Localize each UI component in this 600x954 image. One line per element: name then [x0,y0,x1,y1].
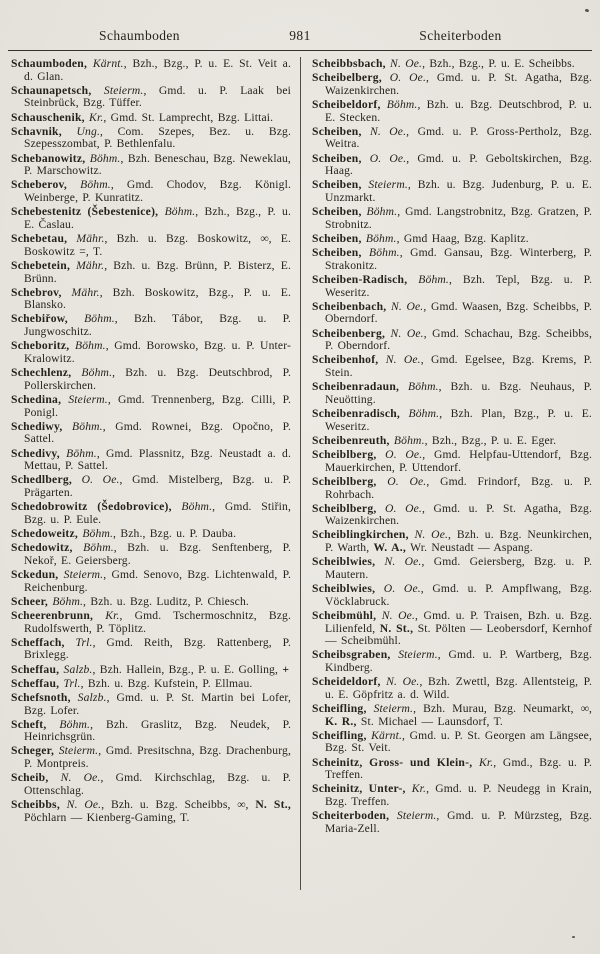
entry-headword: Schebrov, [11,285,62,299]
entry-region: Böhm. [407,273,449,286]
post-horn-icon: ∞ [260,232,269,246]
entry-region: Böhm. [171,500,213,514]
entry-text: , Bzh. Tepl, Bzg. u. P. Weseritz. [325,273,592,299]
entry-headword: Scheger, [11,744,55,758]
entry-text: , Bzh. u. Bzg. Judenburg, P. u. E. Unzmarkt. [325,178,592,205]
entry-headword: Scheiblwies, [312,582,376,596]
running-title-left: Schaumboden [99,28,180,43]
entry-region: O. Oe. [375,582,421,596]
directory-entry [11,179,291,204]
entry-text: , Gmd. Chodov, Bzg. Königl. Weinberge, P. Kunratitz. [24,178,291,205]
entry-text: , Bzh. Zwettl, Bzg. Allentsteig, P. u. E. Göpfritz a. d. Wild. [325,675,593,701]
directory-entry [312,72,592,97]
entry-text: , Gmd. u. P. St. Agatha, Bzg. Waizenkirchen. [325,501,593,528]
entry-region: Kärnt. [87,57,124,70]
entry-region: N. Oe. [386,299,424,313]
entry-text: , Bzh. u. Bzg. Senftenberg, P. Nekoř, E. Geiersberg. [24,541,291,567]
entry-text: , Bzh. u. Bzg. Deutschbrod, P. Pollerskirchen. [24,366,291,392]
entry-text: , Bzh. u. Bzg. Deutschbrod, P. u. E. Stecken. [325,97,592,124]
entry-headword: Scheibeldorf, [312,97,381,111]
directory-entry [312,810,592,835]
entry-headword: Scheinitz, Unter-, [312,782,406,796]
entry-region: Böhm. [59,446,97,460]
entry-headword: Scheibbs, [11,798,60,812]
entry-headword: Scheideldorf, [312,675,381,689]
entry-text: , Gmd. u. P. Mürzsteg, Bzg. Maria-Zell. [325,809,592,835]
entry-text: , Bzh. Graslitz, Bzg. Neudek, P. Heinrichsgrün. [24,717,292,744]
entry-text: , Bzh. Plan, Bzg., P. u. E. Weseritz. [325,407,592,433]
entry-headword: Scheifling, [312,702,367,715]
entry-headword: Scheiben, [312,246,362,260]
entry-headword: Scheibenreuth, [312,433,390,447]
entry-region: N. Oe. [408,528,449,542]
entry-text: , Gmd. u. P. Neudegg in Krain, Bzg. Treffen. [325,782,592,809]
directory-entry [312,556,592,581]
entry-text: , Gmd. Kirchschlag, Bzg. u. P. Ottenschlag. [24,771,291,797]
entry-text: , Bzh. u. Bzg. Boskowitz, [104,232,261,246]
directory-entry [312,435,592,448]
entry-region: Salzb. [70,690,107,704]
directory-entry [312,476,592,501]
entry-headword: Scheffau, [11,676,60,690]
entry-headword: Scheibmühl, [312,608,377,622]
entry-region: O. Oe. [72,473,120,487]
entry-headword: Scheiblberg, [312,501,377,515]
entry-text: , Gmd. Egelsee, Bzg. Krems, P. Stein. [325,353,593,380]
entry-region: Böhm. [46,717,91,731]
entry-region: Trl. [64,635,93,649]
entry-region: Steierm. [389,809,437,823]
entry-text: , Bzh., Bzg. u. P. Dauba. [113,526,237,540]
entry-headword: Schediwy, [11,419,63,433]
entry-text: , Bzh. u. Bzg. Neunkirchen, P. Warth, [325,528,592,555]
entry-headword: Schedina, [11,392,62,406]
entry-text: , Gmd. Geiersberg, Bzg. u. P. Mautern. [325,555,592,581]
entry-region: Steierm. [61,392,108,406]
directory-entry [11,569,291,594]
entry-headword: Schechlenz, [11,366,72,380]
directory-entry [11,745,291,770]
entry-headword: Schefsnoth, [11,690,71,704]
entry-region: O. Oe. [376,501,422,515]
directory-column-right [301,58,592,837]
entry-text: , [588,702,593,715]
entry-headword: Scheifling, [312,728,367,742]
directory-column-left [11,58,301,837]
directory-entry [312,179,592,204]
entry-region: Böhm. [67,178,111,192]
entry-text: , Gmd. u. P. Geboltskirchen, Bzg. Haag. [325,151,592,178]
entry-region: Trl. [59,676,81,690]
entry-region: Böhm. [67,312,115,326]
entry-text: , Gmd. Reith, Bzg. Rattenberg, P. Brixlegg. [24,635,291,662]
entry-text: , Bzh. Hallein, Bzg., P. u. E. Golling, [92,662,283,676]
entry-headword: Scheinitz, Gross- und Klein-, [312,755,473,769]
entry-headword: N. St., [379,621,414,635]
directory-entry [11,126,291,151]
entry-headword: Scheibenradisch, [312,407,401,421]
entry-text: , Gmd. Schachau, Bzg. Scheibbs, P. Oberndorf. [325,326,593,353]
entry-region: N. Oe. [48,771,101,785]
entry-text: , Gmd. Stiřin, Bzg. u. P. Eule. [24,500,291,526]
entry-text: , Bzh. u. Bzg. Scheibbs, [101,798,238,812]
entry-headword: K. R., [325,714,357,728]
entry-headword: Scheibelberg, [312,71,382,85]
entry-text: , Gmd. u. P. St. Martin bei Lofer, Bzg. Lofer. [24,690,292,717]
post-horn-icon: ∞ [580,702,589,715]
running-title-right: Scheiterboden [419,28,502,43]
entry-region: Böhm. [399,380,439,394]
entry-headword: Scheibenhof, [312,353,379,367]
directory-entry [11,58,291,83]
scan-speck [572,936,575,938]
entry-region: Steierm. [54,744,99,758]
directory-entry [312,676,592,701]
directory-entry [11,85,291,110]
directory-entry [312,354,592,379]
entry-headword: Scheib, [11,771,49,785]
entry-headword: Scheibbsbach, [312,57,386,70]
entry-region: N. Oe. [385,57,423,70]
entry-headword: Scheffau, [11,662,60,676]
entry-text: , Bzh., Bzg., P. u. E. Časlau. [24,205,291,231]
entry-text: , Bzh., Bzg., P. u. E. Scheibbs. [422,57,575,70]
entry-region: Steierm. [91,83,144,97]
entry-text: , Gmd. u. P. Ampflwang, Bzg. Vöcklabruck. [325,582,592,608]
entry-region: Steierm. [390,648,438,662]
cross-icon: + [282,662,289,676]
entry-text: , Bzh., Bzg., P. u. E. St. Veit a. d. Glan. [24,57,291,83]
entry-headword: Schebanowitz, [11,151,86,165]
entry-text: , Bzh. u. Bzg. Luditz, P. Chiesch. [83,594,249,608]
entry-region: Mähr. [61,285,100,299]
directory-entry [312,153,592,178]
entry-headword: Schaunapetsch, [11,83,92,97]
entry-text: Wr. Neustadt — Aspang. [406,541,533,555]
entry-headword: Schebestenitz (Šebestenice), [11,205,159,219]
directory-entry [312,649,592,674]
entry-text: , Com. Szepes, Bez. u. Bzg. Szepesszombat, P. Bethlenfalu. [24,124,292,151]
entry-text: , Gmd. Rownei, Bzg. Opočno, P. Sattel. [24,419,291,446]
entry-headword: Schavnik, [11,124,62,138]
directory-entry [11,528,291,541]
directory-entry [312,529,592,554]
directory-entry [312,99,592,124]
entry-region: Böhm. [72,541,114,555]
entry-headword: Schauschenik, [11,110,85,124]
entry-region: Steierm. [58,567,104,581]
entry-headword: Schedowitz, [11,541,73,555]
entry-region: O. Oe. [376,474,427,488]
entry-text: , Gmd. Helpfau-Uttendorf, Bzg. Mauerkirchen, P. Uttendorf. [325,448,593,474]
entry-region: Kr. [405,782,427,796]
post-horn-icon: ∞ [237,798,246,812]
entry-region: O. Oe. [376,448,423,462]
entry-text: , Gmd. Mistelberg, Bzg. u. P. Prägarten. [24,473,292,499]
entry-text: , E. Boskowitz =, T. [24,232,292,258]
entry-text: St. Pölten — Leobersdorf, Kernhof — Scheibmühl. [325,621,592,648]
entry-headword: Scheft, [11,717,47,731]
entry-region: Böhm. [71,366,113,380]
entry-headword: Scheibenberg, [312,326,386,340]
entry-region: Mähr. [70,258,105,272]
entry-region: Kr. [93,608,120,622]
entry-region: Steierm. [366,702,414,715]
entry-region: N. Oe. [385,326,424,340]
entry-region: N. Oe. [376,608,416,622]
entry-headword: Scheiben, [312,205,362,219]
directory-entry [11,799,291,824]
directory-entry [312,757,592,782]
entry-text: , Gmd. u. P. Traisen, Bzh. u. Bzg. Lilienfeld, [325,608,593,635]
entry-text: , Bzh. Boskowitz, Bzg., P. u. E. Blansko. [24,285,291,312]
entry-region: Steierm. [361,178,408,192]
entry-region: Kärnt. [366,728,403,742]
entry-region: Böhm. [62,419,103,433]
entry-headword: Scheiblingkirchen, [312,528,409,542]
entry-headword: Scheffach, [11,635,65,649]
entry-region: Böhm. [361,232,397,246]
entry-headword: Scheiben, [312,178,362,192]
entry-text: , Gmd. Gansau, Bzg. Winterberg, P. Strakonitz. [325,246,592,272]
directory-entry [312,730,592,755]
entry-headword: Scheiblwies, [312,555,376,569]
directory-entry [312,449,592,474]
entry-headword: Schaumboden, [11,57,88,70]
entry-region: Böhm. [361,205,398,219]
directory-entry [312,610,592,648]
directory-entry [312,301,592,326]
directory-entry [312,247,592,272]
entry-headword: Schedlberg, [11,473,73,487]
directory-entry [312,583,592,608]
directory-entry [312,503,592,528]
directory-entry [11,664,291,677]
entry-region: N. Oe. [375,555,422,569]
entry-region: Ung. [61,124,100,138]
entry-text: , Bzh. u. Bzg. Neuhaus, P. Neuötting. [325,380,592,406]
directory-entry [11,112,291,125]
entry-headword: Schedobrowitz (Šedobrovice), [11,500,172,514]
entry-headword: Sckedun, [11,567,59,581]
entry-text: , Bzh. u. Bzg. Kufstein, P. Ellmau. [80,676,253,690]
entry-region: Böhm. [158,205,196,219]
entry-headword: Schebetau, [11,232,68,246]
entry-region: N. Oe. [378,353,421,367]
directory-entry [11,448,291,473]
directory-entry [312,233,592,246]
entry-headword: Scheiblberg, [312,474,377,488]
directory-entry [11,610,291,635]
directory-entry [11,287,291,312]
directory-entry [11,719,291,744]
entry-region: N. Oe. [361,124,407,138]
directory-entry [312,381,592,406]
directory-entry [11,340,291,365]
directory-entry [11,153,291,178]
entry-text: , Gmd. Senovo, Bzg. Lichtenwald, P. Reichenburg. [24,567,291,594]
entry-text: , Gmd. Borowsko, Bzg. u. P. Unter-Kralowitz. [24,339,291,365]
entry-region: Mähr. [67,232,105,246]
entry-region: Kr. [472,755,494,769]
entry-headword: Scheboritz, [11,339,70,353]
entry-region: Böhm. [389,433,425,447]
entry-headword: Scheiben-Radisch, [312,273,408,286]
entry-text: , Bzh. Tábor, Bzg. u. P. Jungwoschitz. [24,312,291,339]
entry-text: , Gmd. u. P. Gross-Pertholz, Bzg. Weitra. [325,124,592,151]
entry-text: , Bzh., Bzg., P. u. E. Eger. [424,433,557,447]
entry-region: O. Oe. [381,71,427,85]
entry-text: , Gmd., Bzg. u. P. Treffen. [325,755,592,782]
directory-entry [11,313,291,338]
entry-region: Böhm. [69,339,106,353]
directory-entry [11,233,291,258]
entry-headword: Scheiben, [312,151,362,165]
entry-headword: W. A., [373,541,407,555]
directory-entry [312,274,592,299]
entry-text: , [245,798,256,812]
entry-headword: Scheibsgraben, [312,648,391,662]
directory-entry [312,58,592,71]
directory-entry [11,421,291,446]
entry-text: , Gmd. St. Lamprecht, Bzg. Littai. [103,110,274,124]
page-number: 981 [289,28,311,43]
directory-entry [312,126,592,151]
entry-headword: N. St., [255,798,292,812]
entry-headword: Scheiben, [312,124,362,138]
directory-entry [11,542,291,567]
entry-text: , Gmd. u. P. St. Georgen am Längsee, Bzg. St. Veit. [325,728,592,755]
directory-entry [11,596,291,609]
entry-text: , Gmd. Trennenberg, Bzg. Cilli, P. Ponigl. [24,392,291,419]
entry-headword: Scheer, [11,594,49,608]
entry-region: N. Oe. [59,798,102,812]
entry-text: , Gmd. u. P. Wartberg, Bzg. Kindberg. [325,648,592,675]
entry-region: Böhm. [361,246,400,260]
directory-entry [11,678,291,691]
entry-text: , Gmd. u. P. Laak bei Steinbrück, Bzg. Tüffer. [24,83,292,110]
directory-entry [11,394,291,419]
directory-entry [11,637,291,662]
entry-text: , Gmd. Tschermoschnitz, Bzg. Rudolfswerth, P. Töplitz. [24,608,291,635]
directory-entry [11,692,291,717]
directory-entry [11,501,291,526]
entry-headword: Schedoweitz, [11,526,79,540]
entry-region: Salzb. [59,662,93,676]
entry-text: St. Michael — Launsdorf, T. [356,714,503,728]
directory-entry [11,260,291,285]
column-divider-rule [300,57,301,890]
entry-headword: Schebiřow, [11,312,68,326]
entry-text: , Gmd. Waasen, Bzg. Scheibbs, P. Oberndorf. [325,299,593,326]
entry-region: Böhm. [85,151,121,165]
directory-entry [312,408,592,433]
entry-text: , Gmd. Plassnitz, Bzg. Neustadt a. d. Mettau, P. Sattel. [24,446,291,473]
entry-headword: Schebetein, [11,258,71,272]
entry-text: , Bzh. Beneschau, Bzg. Neweklau, P. Marschowitz. [24,151,291,178]
entry-headword: Scheiben, [312,232,362,246]
entry-text: , Gmd. u. P. St. Agatha, Bzg. Waizenkirchen. [325,71,593,97]
entry-headword: Scheberov, [11,178,68,192]
entry-headword: Scheiblberg, [312,448,377,462]
entry-text: Pöchlarn — Kienberg-Gaming, T. [24,810,190,824]
entry-text: , Gmd. Langstrobnitz, Bzg. Gratzen, P. Strobnitz. [325,205,592,231]
entry-region: Böhm. [78,526,114,540]
entry-region: Böhm. [48,594,84,608]
entry-text: , Bzh. Murau, Bzg. Neumarkt, [413,702,581,715]
entry-headword: Scheibenbach, [312,299,387,313]
directory-entry [11,367,291,392]
entry-region: N. Oe. [380,675,420,689]
entry-text: , Gmd Haag, Bzg. Kaplitz. [396,232,529,246]
directory-entry [312,703,592,728]
page-header [0,0,600,48]
directory-entry [11,474,291,499]
entry-headword: Scheiterboden, [312,809,390,823]
entry-region: Kr. [84,110,104,124]
entry-region: Böhm. [400,407,440,421]
directory-entry [312,328,592,353]
directory-entry [11,772,291,797]
entry-text: , Gmd. Frindorf, Bzg. u. P. Rohrbach. [325,474,592,501]
entry-headword: Scheibenradaun, [312,380,400,394]
entry-text: , Gmd. Presitschna, Bzg. Drachenburg, P. Montpreis. [24,744,291,771]
entry-headword: Schedivy, [11,446,60,460]
entry-region: Böhm. [380,97,418,111]
entry-region: O. Oe. [361,151,407,165]
directory-entry [312,783,592,808]
directory-entry [312,206,592,231]
directory-entry [11,206,291,231]
entry-headword: Scheerenbrunn, [11,608,94,622]
entry-text: , Bzh. u. Bzg. Brünn, P. Bisterz, E. Brünn. [24,258,292,285]
